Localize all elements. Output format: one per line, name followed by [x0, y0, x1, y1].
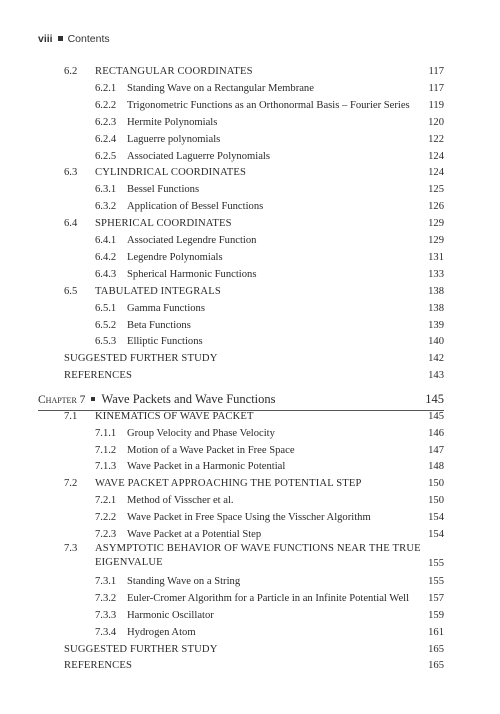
toc-entry-number: 7.1.2 — [95, 444, 117, 456]
toc-entry[interactable] — [0, 131, 500, 148]
chapter-page-number: 145 — [425, 392, 444, 406]
toc-entry-page: 148 — [428, 461, 444, 473]
square-bullet-icon — [91, 397, 95, 401]
toc-entry-title: Spherical Harmonic Functions — [127, 268, 257, 280]
toc-entry-title: WAVE PACKET APPROACHING THE POTENTIAL STEP — [95, 478, 362, 490]
chapter-label: Chapter 7 — [38, 394, 86, 406]
toc-entry[interactable] — [0, 283, 500, 300]
toc-entry[interactable] — [0, 542, 500, 572]
toc-entry-title: Associated Laguerre Polynomials — [127, 150, 270, 162]
toc-entry-page: 124 — [428, 167, 444, 179]
running-head-label: Contents — [67, 33, 110, 45]
toc-entry-page: 159 — [428, 610, 444, 621]
toc-entry-page: 139 — [428, 319, 444, 331]
toc-entry-number: 7.2 — [64, 478, 78, 490]
toc-entry[interactable] — [0, 657, 500, 674]
toc-entry[interactable] — [0, 148, 500, 165]
toc-entry[interactable] — [0, 333, 500, 350]
toc-entry-page: 165 — [428, 660, 444, 672]
toc-entry-page: 129 — [428, 218, 444, 230]
toc-entry-page: 150 — [428, 495, 444, 506]
toc-entry-number: 7.3 — [64, 543, 78, 555]
toc-entry-page: 154 — [428, 511, 444, 523]
toc-entry-page: 125 — [428, 184, 444, 196]
toc-entry[interactable] — [0, 63, 500, 80]
toc-entry-title: Method of Visscher et al. — [127, 495, 234, 506]
toc-entry-page: 133 — [428, 268, 444, 280]
toc-entry-number: 6.2.4 — [95, 133, 117, 145]
toc-entry[interactable] — [0, 624, 500, 641]
toc-entry-page: 155 — [428, 558, 444, 570]
toc-entry-page: 150 — [428, 478, 444, 490]
toc-entry[interactable] — [0, 249, 500, 266]
toc-entry-number: 6.2.2 — [95, 99, 117, 111]
toc-entry-number: 6.4.2 — [95, 251, 117, 263]
toc-entry[interactable] — [0, 97, 500, 114]
toc-entry-number: 6.5.2 — [95, 319, 117, 331]
toc-entry-page: 122 — [428, 133, 444, 145]
toc-entry[interactable] — [0, 607, 500, 624]
toc-entry-title: Hydrogen Atom — [127, 626, 196, 638]
toc-entry-title: REFERENCES — [64, 660, 133, 672]
toc-entry-number: 7.3.2 — [95, 593, 117, 605]
toc-entry-number: 6.5 — [64, 285, 78, 297]
toc-entry-number: 7.3.4 — [95, 626, 117, 638]
toc-entry[interactable] — [0, 198, 500, 215]
toc-entry-title: SUGGESTED FURTHER STUDY — [64, 353, 218, 365]
toc-entry[interactable] — [0, 590, 500, 607]
toc-entry[interactable] — [0, 114, 500, 131]
toc-entry-number: 7.2.3 — [95, 528, 117, 540]
running-head-page-number: viii — [38, 33, 53, 45]
toc-entry[interactable] — [0, 266, 500, 283]
toc-entry-page: 126 — [428, 201, 444, 213]
toc-entry-number: 6.4.3 — [95, 268, 117, 280]
toc-entry-number: 7.1.3 — [95, 461, 117, 473]
toc-entry-page: 143 — [428, 370, 444, 382]
toc-entry-title: TABULATED INTEGRALS — [95, 285, 221, 297]
toc-entry-number: 6.5.1 — [95, 302, 117, 314]
toc-entry[interactable] — [0, 232, 500, 249]
toc-entry-page: 155 — [428, 576, 444, 588]
toc-entry-title: SUGGESTED FURTHER STUDY — [64, 643, 218, 655]
toc-entry-title: Beta Functions — [127, 319, 191, 331]
toc-entry-page: 138 — [428, 302, 444, 314]
toc-entry-title: ASYMPTOTIC BEHAVIOR OF WAVE FUNCTIONS NEAR THE TRUE EIGENVALUE — [95, 543, 421, 569]
toc-entry[interactable] — [0, 350, 500, 367]
toc-entry-page: 147 — [428, 444, 444, 456]
toc-entry-title: Group Velocity and Phase Velocity — [127, 427, 275, 439]
toc-entry-page: 129 — [428, 235, 444, 246]
toc-entry-title: Wave Packet in a Harmonic Potential — [127, 461, 286, 473]
toc-entry-page: 140 — [428, 336, 444, 348]
toc-entry[interactable] — [0, 181, 500, 198]
toc-entry-number: 6.2 — [64, 66, 78, 77]
toc-entry[interactable] — [0, 573, 500, 590]
toc-entry[interactable] — [0, 442, 500, 459]
toc-entry-page: 161 — [428, 626, 444, 638]
toc-entry-number: 6.5.3 — [95, 336, 117, 348]
chapter-title: Wave Packets and Wave Functions — [101, 392, 276, 406]
toc-entry-number: 7.1 — [64, 411, 78, 422]
toc-entry[interactable] — [0, 509, 500, 526]
toc-entry-number: 6.3 — [64, 167, 78, 179]
toc-entry[interactable] — [0, 408, 500, 425]
toc-entry-title: Application of Bessel Functions — [127, 201, 264, 213]
toc-entry-number: 7.3.1 — [95, 576, 117, 588]
toc-entry-title: Associated Legendre Function — [127, 235, 257, 246]
toc-entry-page: 138 — [428, 285, 444, 297]
toc-entry-page: 165 — [428, 643, 444, 655]
toc-entry-title: Elliptic Functions — [127, 336, 203, 348]
toc-entry[interactable] — [0, 367, 500, 384]
toc-entry-page: 124 — [428, 150, 444, 162]
toc-entry-title: CYLINDRICAL COORDINATES — [95, 167, 247, 179]
toc-entry-title: RECTANGULAR COORDINATES — [95, 66, 253, 77]
toc-entry-title: Motion of a Wave Packet in Free Space — [127, 444, 295, 456]
toc-entry-number: 6.4.1 — [95, 235, 117, 246]
toc-entry[interactable] — [0, 215, 500, 232]
toc-entry-title: Bessel Functions — [127, 184, 200, 196]
toc-entry[interactable] — [0, 317, 500, 334]
toc-entry[interactable] — [0, 80, 500, 97]
toc-entry-page: 117 — [428, 66, 444, 77]
toc-entry-number: 6.3.2 — [95, 201, 117, 213]
toc-entry-page: 120 — [428, 116, 444, 128]
toc-entry-page: 117 — [428, 82, 444, 94]
toc-entry-title: Laguerre polynomials — [127, 133, 221, 145]
square-bullet-icon — [58, 36, 63, 41]
toc-entry-title: Wave Packet in Free Space Using the Visscher Algorithm — [127, 511, 371, 523]
toc-entry-page: 119 — [428, 99, 444, 111]
toc-entry-title: Gamma Functions — [127, 302, 205, 314]
toc-entry-page: 157 — [428, 593, 444, 605]
toc-entry-number: 6.2.5 — [95, 150, 117, 162]
toc-entry-title: Standing Wave on a Rectangular Membrane — [127, 82, 314, 94]
toc-entry-number: 6.4 — [64, 218, 78, 230]
toc-entry-number: 7.1.1 — [95, 427, 117, 439]
toc-entry[interactable] — [0, 641, 500, 658]
toc-entry-number: 6.2.1 — [95, 82, 117, 94]
toc-entry-title: Standing Wave on a String — [127, 576, 241, 588]
toc-entry-number: 7.2.2 — [95, 511, 117, 523]
toc-entry-title: Trigonometric Functions as an Orthonormal Basis – Fourier Series — [127, 99, 410, 111]
toc-entry-title: Euler-Cromer Algorithm for a Particle in an Infinite Potential Well — [127, 593, 410, 605]
running-head — [38, 33, 110, 45]
toc-entry-title: Wave Packet at a Potential Step — [127, 528, 262, 540]
toc-entry-page: 154 — [428, 528, 444, 540]
toc-entry[interactable] — [0, 164, 500, 181]
toc-entry-page: 142 — [428, 353, 444, 365]
toc-entry[interactable] — [0, 492, 500, 509]
toc-entry-title: Harmonic Oscillator — [127, 610, 214, 621]
toc-entry[interactable] — [0, 458, 500, 475]
toc-entry-number: 7.3.3 — [95, 610, 117, 621]
toc-entry-title: Hermite Polynomials — [127, 116, 218, 128]
toc-entry-title: Legendre Polynomials — [127, 251, 223, 263]
toc-entry-number: 6.3.1 — [95, 184, 117, 196]
toc-entry[interactable] — [0, 300, 500, 317]
toc-entry[interactable] — [0, 526, 500, 543]
toc-entry[interactable] — [0, 475, 500, 492]
toc-entry-title: REFERENCES — [64, 370, 133, 382]
toc-entry-number: 7.2.1 — [95, 495, 117, 506]
toc-entry-page: 131 — [428, 251, 444, 263]
toc-entry-title: KINEMATICS OF WAVE PACKET — [95, 411, 254, 422]
toc-entry[interactable] — [0, 425, 500, 442]
toc-entry-title: SPHERICAL COORDINATES — [95, 218, 232, 230]
toc-entry-page: 145 — [428, 411, 444, 422]
toc-entry-page: 146 — [428, 427, 444, 439]
toc-entry-number: 6.2.3 — [95, 116, 117, 128]
